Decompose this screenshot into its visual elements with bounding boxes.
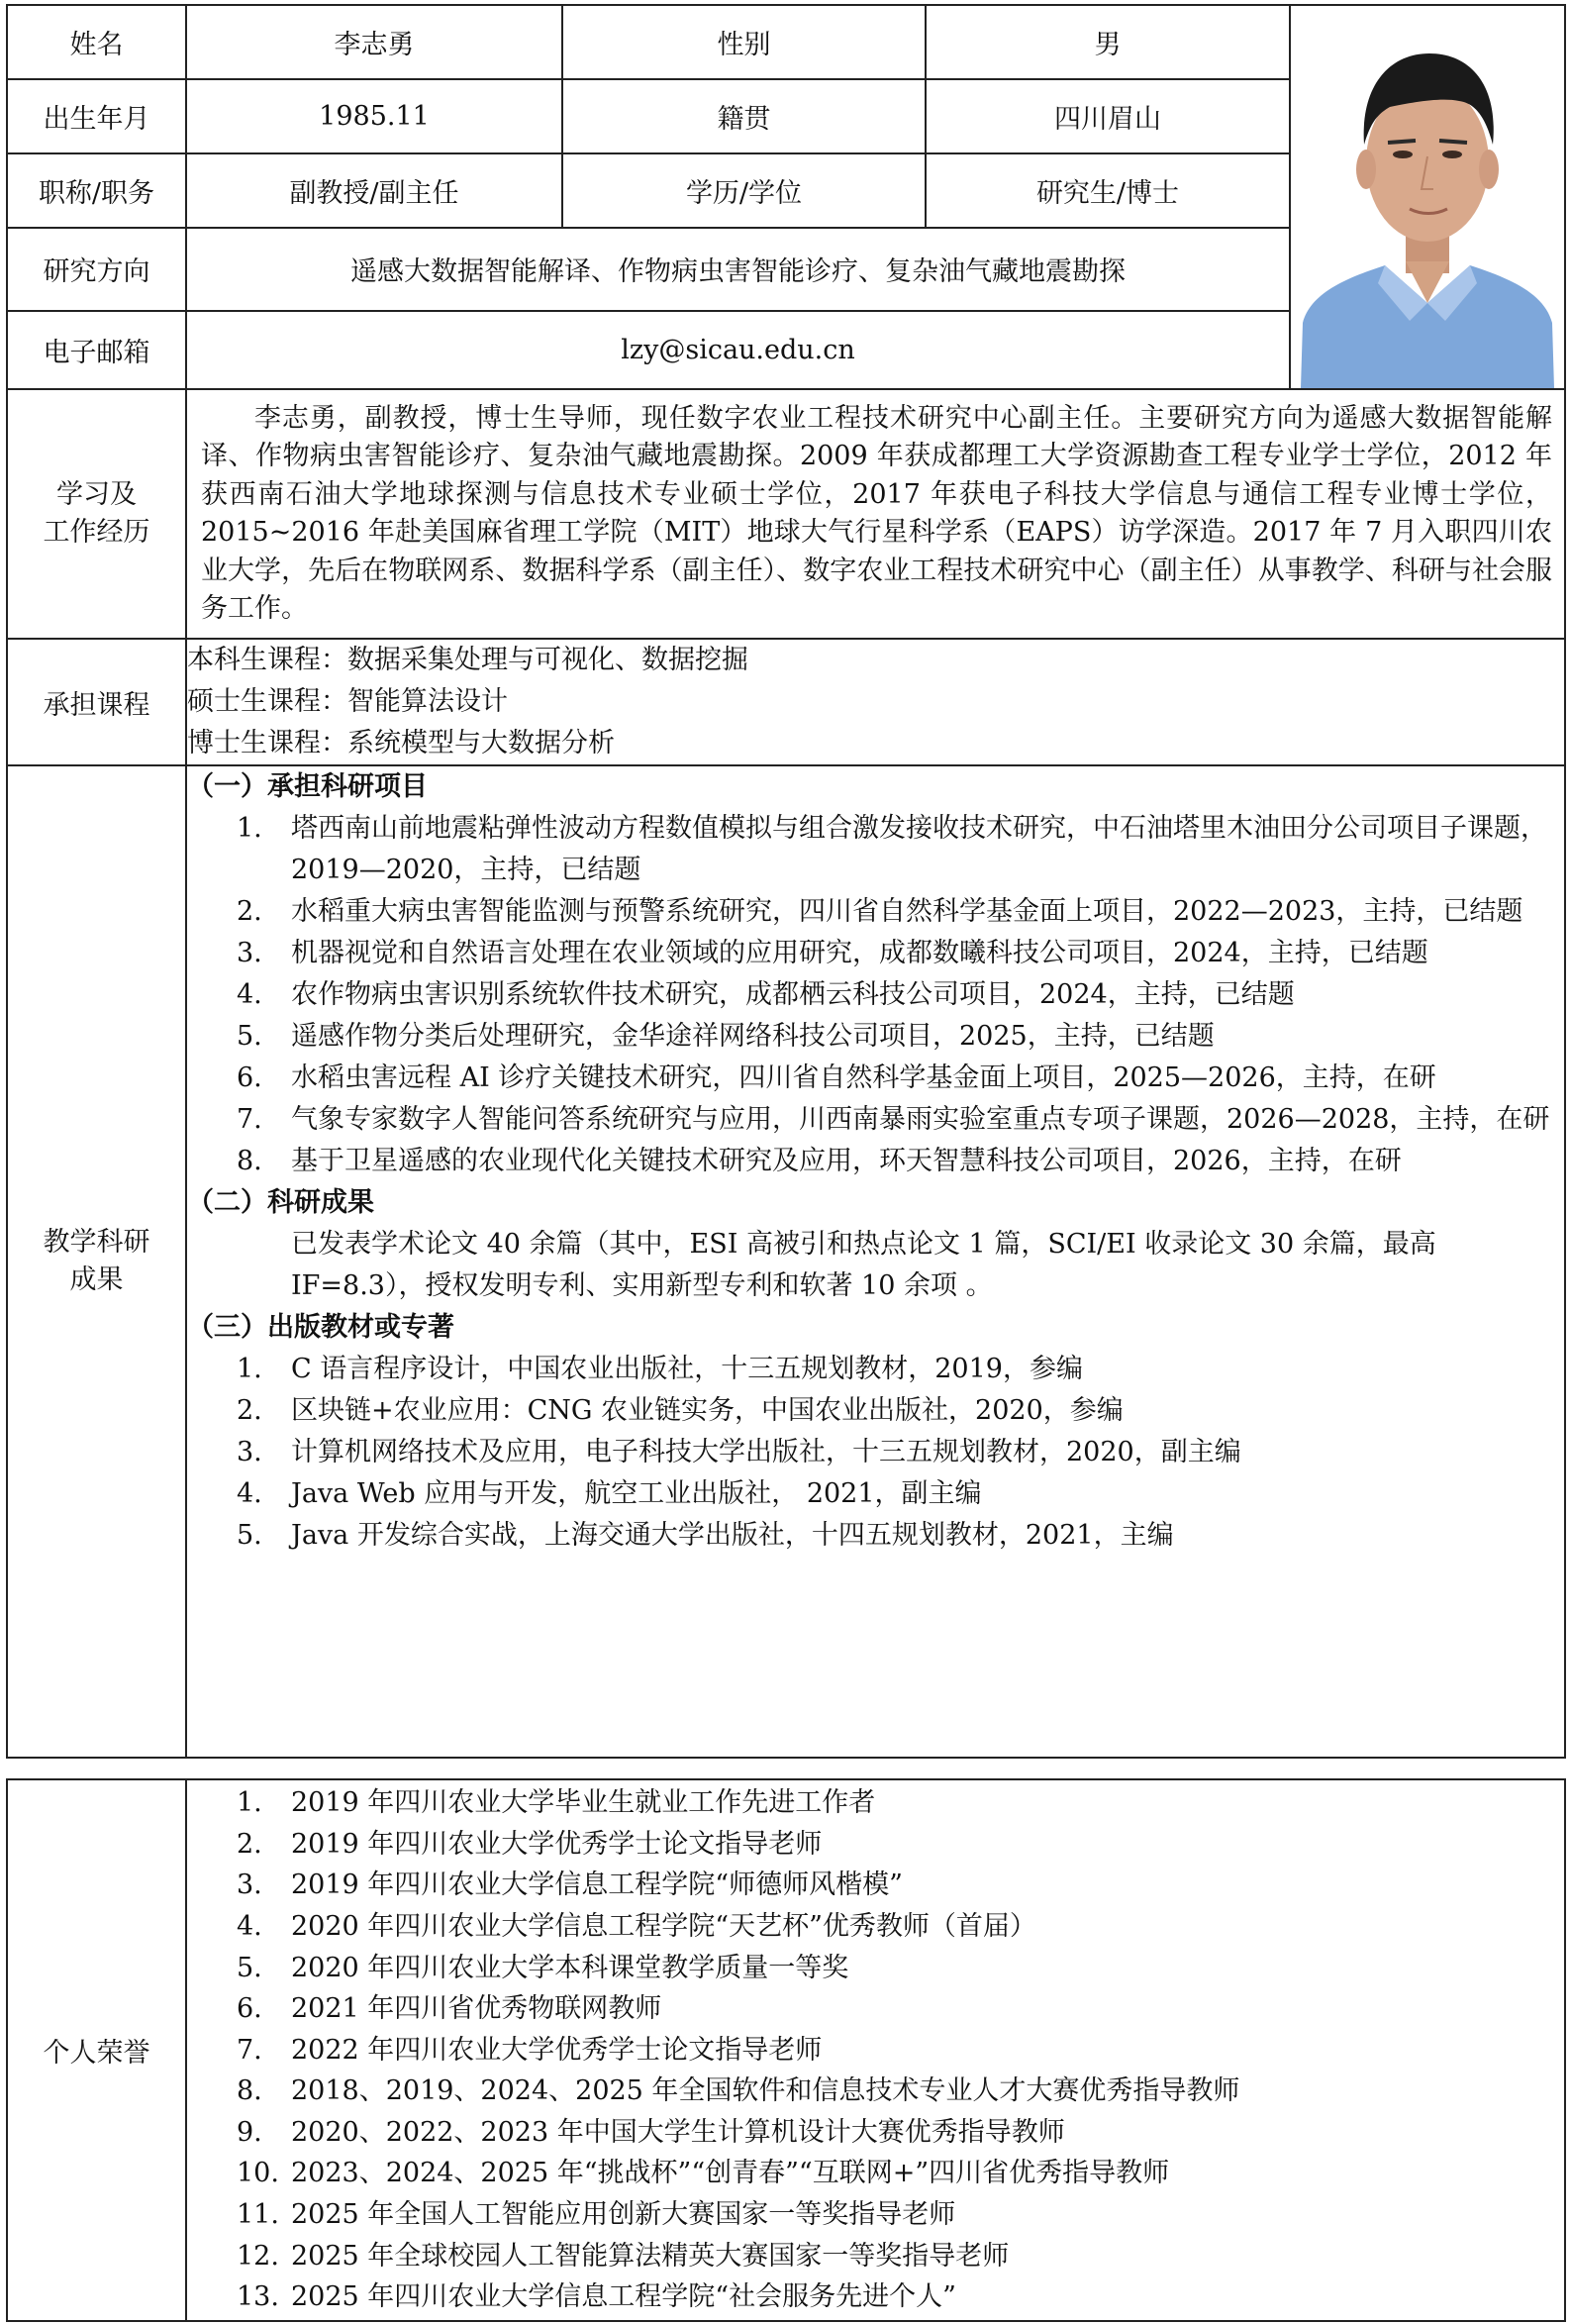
item-number: 8. [237,2075,262,2107]
item-text: Java Web 应用与开发，航空工业出版社， 2021，副主编 [291,1478,982,1509]
item-number: 7. [237,1104,262,1135]
course-item: 硕士生课程：智能算法设计 [187,686,508,717]
name-label: 姓名 [7,5,186,79]
item-number: 5. [237,1520,262,1551]
experience-label-line1: 学习及 [56,479,137,510]
email-value: lzy@sicau.edu.cn [186,311,1290,389]
projects-list [187,808,1564,1182]
list-item [187,2194,1564,2236]
item-text: 计算机网络技术及应用，电子科技大学出版社，十三五规划教材，2020，副主编 [291,1437,1241,1467]
item-text: 2025 年全国人工智能应用创新大赛国家一等奖指导老师 [291,2199,956,2231]
item-text: 2022 年四川农业大学优秀学士论文指导老师 [291,2034,823,2066]
list-item [187,1865,1564,1906]
list-item [187,1141,1564,1182]
list-item [187,974,1564,1016]
courses-cell [186,639,1565,765]
list-item [187,1058,1564,1099]
results-label-line2: 成果 [69,1264,124,1295]
item-number: 3. [237,1869,262,1901]
item-text: 2025 年全球校园人工智能算法精英大赛国家一等奖指导老师 [291,2240,1010,2272]
honors-cell [186,1779,1565,2321]
item-number: 3. [237,938,262,968]
email-label: 电子邮箱 [7,311,186,389]
list-item [187,1988,1564,2030]
item-text: 2020、2022、2023 年中国大学生计算机设计大赛优秀指导教师 [291,2116,1065,2148]
list-item [187,1515,1564,1557]
research-label: 研究方向 [7,228,186,310]
item-number: 2. [237,896,262,927]
item-text: C 语言程序设计，中国农业出版社，十三五规划教材，2019，参编 [291,1354,1083,1384]
item-text: 塔西南山前地震粘弹性波动方程数值模拟与组合激发接收技术研究，中石油塔里木油田分公司项目子课题，2019—2020，主持，已结题 [291,813,1547,885]
item-number: 4. [237,1910,262,1942]
item-number: 2. [237,1828,262,1860]
item-number: 13. [237,2281,279,2313]
list-item [187,2112,1564,2154]
achievements-heading: （二）科研成果 [187,1187,374,1218]
item-text: 2020 年四川农业大学信息工程学院“天艺杯”优秀教师（首届） [291,1910,1036,1942]
item-number: 3. [237,1437,262,1467]
results-label [7,765,186,1758]
item-text: 2023、2024、2025 年“挑战杯”“创青春”“互联网+”四川省优秀指导教师 [291,2158,1170,2189]
origin-label: 籍贯 [562,79,926,152]
item-text: 2019 年四川农业大学毕业生就业工作先进工作者 [291,1787,876,1819]
origin-value: 四川眉山 [926,79,1290,152]
portrait-photo [1291,6,1564,388]
item-text: 机器视觉和自然语言处理在农业领域的应用研究，成都数曦科技公司项目，2024，主持，已结题 [291,938,1428,968]
item-number: 10. [237,2158,279,2189]
list-item [187,1473,1564,1515]
item-text: 区块链+农业应用：CNG 农业链实务，中国农业出版社，2020，参编 [291,1395,1124,1426]
item-number: 2. [237,1395,262,1426]
item-number: 8. [237,1146,262,1176]
item-text: 2020 年四川农业大学本科课堂教学质量一等奖 [291,1952,849,1983]
list-item [187,1432,1564,1473]
item-number: 12. [237,2240,279,2272]
item-text: 2018、2019、2024、2025 年全国软件和信息技术专业人才大赛优秀指导教师 [291,2075,1240,2107]
item-number: 6. [237,1993,262,2025]
list-item [187,933,1564,974]
item-number: 9. [237,2116,262,2148]
item-text: 水稻虫害远程 AI 诊疗关键技术研究，四川省自然科学基金面上项目，2025—2026，主持，在研 [291,1062,1436,1093]
course-item: 本科生课程：数据采集处理与可视化、数据挖掘 [187,645,748,675]
results-label-line1: 教学科研 [43,1227,150,1258]
honors-list [187,1782,1564,2318]
item-text: 2019 年四川农业大学信息工程学院“师德师风楷模” [291,1869,903,1901]
list-item [187,891,1564,933]
experience-label [7,389,186,639]
item-number: 11. [237,2199,279,2231]
item-text: 基于卫星遥感的农业现代化关键技术研究及应用，环天智慧科技公司项目，2026，主持，在研 [291,1146,1402,1176]
experience-text: 李志勇，副教授，博士生导师，现任数字农业工程技术研究中心副主任。主要研究方向为遥感大数据智能解译、作物病虫害智能诊疗、复杂油气藏地震勘探。2009 年获成都理工大学资源勘查工程专业学士学位，2012 年获西南石油大学地球探测与信息技术专业硕士学位，2017 年获电子科技大学信息与通信工程专业博士学位，2015~2016 年赴美国麻省理工学院（MIT）地球大气行星科学系（EAPS）访学深造。2017 年 7 月入职四川农业大学，先后在物联网系、数据科学系（副主任）、数字农业工程技术研究中心（副主任）从事教学、科研与社会服务工作。 [201,402,1552,624]
honors-label: 个人荣誉 [7,1779,186,2321]
birth-value: 1985.11 [186,79,562,152]
item-text: 水稻重大病虫害智能监测与预警系统研究，四川省自然科学基金面上项目，2022—2023，主持，已结题 [291,896,1523,927]
item-number: 4. [237,1478,262,1509]
list-item [187,2030,1564,2071]
item-number: 1. [237,813,262,844]
profile-table [6,4,1566,1759]
degree-label: 学历/学位 [562,153,926,228]
list-item [187,1948,1564,1989]
item-number: 4. [237,979,262,1010]
projects-heading: （一）承担科研项目 [187,771,428,802]
courses-label: 承担课程 [7,639,186,765]
list-item [187,1906,1564,1948]
honors-table [6,1778,1566,2322]
item-text: 2021 年四川省优秀物联网教师 [291,1993,662,2025]
title-value: 副教授/副主任 [186,153,562,228]
list-item [187,1824,1564,1866]
item-number: 5. [237,1021,262,1052]
item-text: 遥感作物分类后处理研究，金华途祥网络科技公司项目，2025，主持，已结题 [291,1021,1215,1052]
item-number: 5. [237,1952,262,1983]
list-item [187,1349,1564,1390]
birth-label: 出生年月 [7,79,186,152]
achievements-text: 已发表学术论文 40 余篇（其中，ESI 高被引和热点论文 1 篇，SCI/EI 收录论文 30 余篇，最高 IF=8.3），授权发明专利、实用新型专利和软著 10 余项 。 [291,1229,1436,1301]
books-list [187,1349,1564,1557]
list-item [187,1782,1564,1824]
title-label: 职称/职务 [7,153,186,228]
list-item [187,2236,1564,2277]
item-number: 1. [237,1787,262,1819]
item-text: 2025 年四川农业大学信息工程学院“社会服务先进个人” [291,2281,956,2313]
list-item [187,1016,1564,1058]
item-number: 7. [237,2034,262,2066]
item-text: 气象专家数字人智能问答系统研究与应用，川西南暴雨实验室重点专项子课题，2026—2028，主持，在研 [291,1104,1550,1135]
experience-label-line2: 工作经历 [43,517,150,548]
research-value: 遥感大数据智能解译、作物病虫害智能诊疗、复杂油气藏地震勘探 [186,228,1290,310]
list-item [187,2153,1564,2194]
item-text: 农作物病虫害识别系统软件技术研究，成都栖云科技公司项目，2024，主持，已结题 [291,979,1295,1010]
degree-value: 研究生/博士 [926,153,1290,228]
gender-label: 性别 [562,5,926,79]
course-item: 博士生课程：系统模型与大数据分析 [187,728,615,758]
name-value: 李志勇 [186,5,562,79]
list-item [187,1099,1564,1141]
item-number: 1. [237,1354,262,1384]
results-cell [186,765,1565,1758]
list-item [187,1390,1564,1432]
experience-cell [186,389,1565,639]
photo-cell [1290,5,1565,389]
list-item [187,2276,1564,2318]
books-heading: （三）出版教材或专著 [187,1312,454,1343]
list-item [187,808,1564,891]
list-item [187,2071,1564,2112]
item-text: 2019 年四川农业大学优秀学士论文指导老师 [291,1828,823,1860]
item-text: Java 开发综合实战，上海交通大学出版社，十四五规划教材，2021，主编 [291,1520,1174,1551]
gender-value: 男 [926,5,1290,79]
item-number: 6. [237,1062,262,1093]
